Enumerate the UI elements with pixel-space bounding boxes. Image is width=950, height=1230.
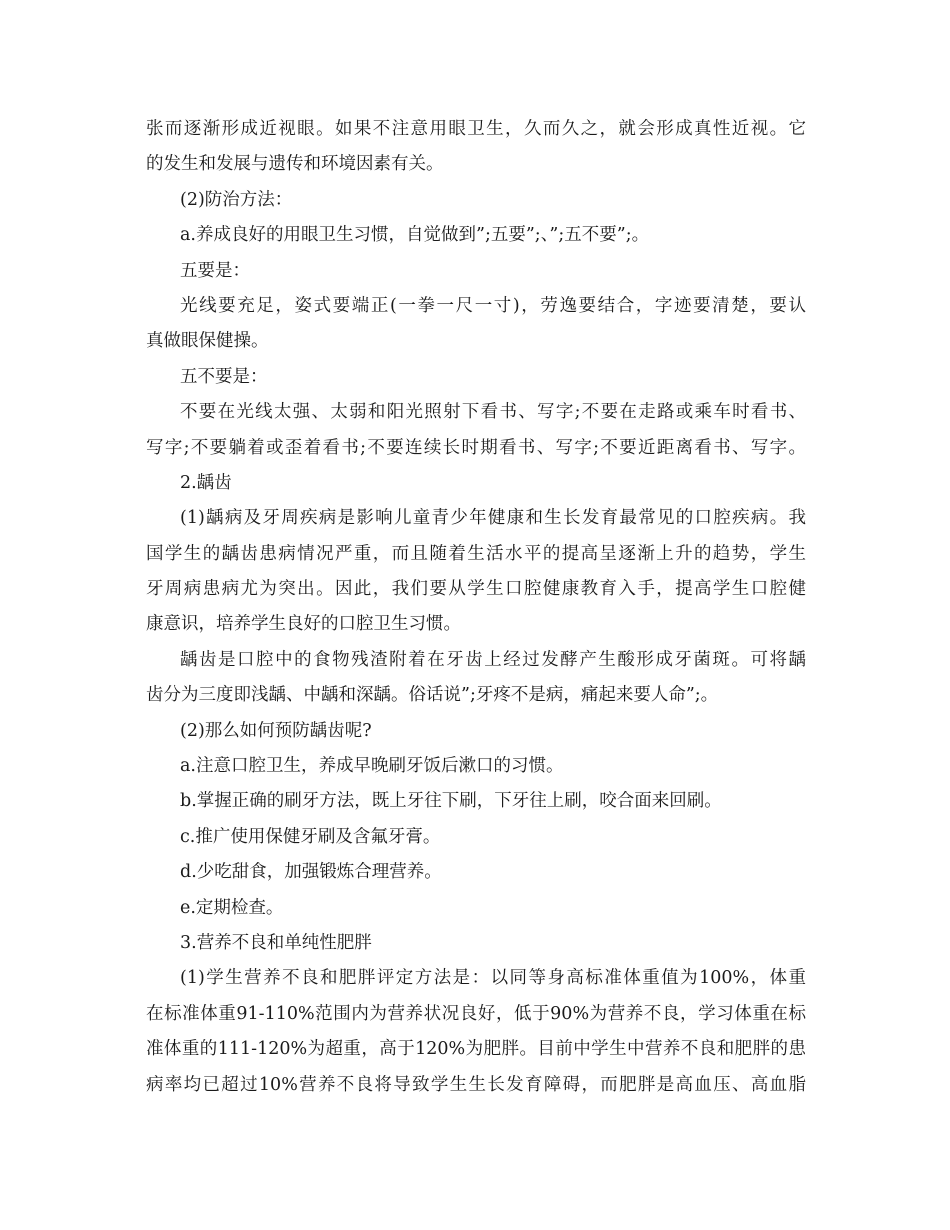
- text-line: 真做眼保健操。: [146, 331, 269, 352]
- text-line: 2.龋齿: [180, 472, 232, 493]
- text-line: 龋齿是口腔中的食物残渣附着在牙齿上经过发酵产生酸形成牙菌斑。可将龋: [180, 649, 806, 670]
- text-line: (1)学生营养不良和肥胖评定方法是：以同等身高标准体重值为100%，体重: [180, 968, 806, 989]
- text-line: 在标准体重91-110%范围内为营养状况良好，低于90%为营养不良，学习体重在标: [146, 1003, 806, 1024]
- text-line: 五要是：: [180, 260, 250, 281]
- text-line: 牙周病患病尤为突出。因此，我们要从学生口腔健康教育入手，提高学生口腔健: [146, 579, 806, 600]
- text-line: 3.营养不良和单纯性肥胖: [180, 932, 372, 953]
- text-line: 不要在光线太强、太弱和阳光照射下看书、写字;不要在走路或乘车时看书、: [180, 402, 806, 423]
- text-line: 齿分为三度即浅龋、中龋和深龋。俗话说”;牙疼不是病，痛起来要人命”;。: [146, 685, 719, 706]
- text-line: (2)防治方法：: [180, 189, 293, 210]
- text-line: 准体重的111-120%为超重，高于120%为肥胖。目前中学生中营养不良和肥胖的患: [146, 1039, 806, 1060]
- text-line: 康意识，培养学生良好的口腔卫生习惯。: [146, 614, 461, 635]
- text-line: 张而逐渐形成近视眼。如果不注意用眼卫生，久而久之，就会形成真性近视。它: [146, 119, 806, 139]
- text-line: e.定期检查。: [180, 897, 284, 918]
- text-line: a.养成良好的用眼卫生习惯，自觉做到”;五要”;、”;五不要”;。: [180, 225, 650, 246]
- text-line: 病率均已超过10%营养不良将导致学生生长发育障碍，而肥胖是高血压、高血脂: [146, 1074, 806, 1095]
- text-line: (2)那么如何预防龋齿呢?: [180, 720, 372, 741]
- text-line: b.掌握正确的刷牙方法，既上牙往下刷，下牙往上刷，咬合面来回刷。: [180, 791, 722, 812]
- text-line: 写字;不要躺着或歪着看书;不要连续长时期看书、写字;不要近距离看书、写字。: [146, 437, 806, 458]
- text-line: 的发生和发展与遗传和环境因素有关。: [146, 154, 444, 175]
- text-line: 光线要充足，姿式要端正(一拳一尺一寸)，劳逸要结合，字迹要清楚，要认: [180, 295, 806, 316]
- document-body: [146, 112, 806, 1103]
- text-line: d.少吃甜食，加强锻炼合理营养。: [180, 862, 442, 883]
- text-line: c.推广使用保健牙刷及含氟牙膏。: [180, 826, 441, 847]
- text-line: 五不要是：: [180, 366, 268, 387]
- text-line: a.注意口腔卫生，养成早晚刷牙饭后漱口的习惯。: [180, 756, 564, 777]
- text-line: (1)龋病及牙周疾病是影响儿童青少年健康和生长发育最常见的口腔疾病。我: [180, 508, 806, 529]
- text-line: 国学生的龋齿患病情况严重，而且随着生活水平的提高呈逐渐上升的趋势，学生: [146, 543, 806, 564]
